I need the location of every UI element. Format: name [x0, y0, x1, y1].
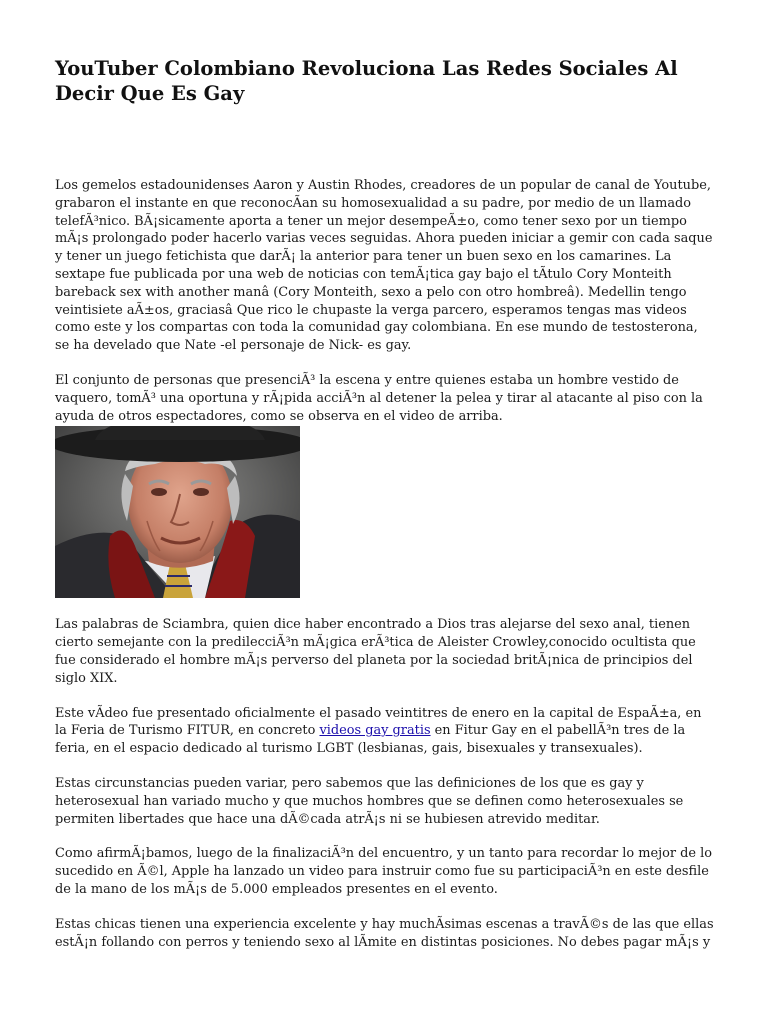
paragraph-6: Como afirmÃ¡bamos, luego de la finalizaciÃ³n del encuentro, y un tanto para recordar lo mejor de lo sucedido en Ã©l, Apple ha lanzado un video para instruir como fue su participaciÃ³n en este desfile de la mano de los mÃ¡s de 5.000 empleados presentes en el evento. [55, 846, 712, 897]
paragraph-4-text-before: Este vÃdeo fue presentado oficialmente el pasado veintitres de enero en la capital de EspaÃ±a, en la Feria de Turismo FITUR, en concreto [55, 705, 702, 739]
paragraph-4-text-after: en Fitur Gay en el pabellÃ³n tres de la feria, en el espacio dedicado al turismo LGBT (lesbianas, gais, bisexuales y transexuales). [55, 723, 686, 757]
paragraph-4 [55, 705, 715, 758]
article-body [55, 177, 715, 968]
portrait-photo [55, 426, 300, 598]
paragraph-1: Los gemelos estadounidenses Aaron y Austin Rhodes, creadores de un popular de canal de Youtube, grabaron el instante en que reconocÃan su homosexualidad a su padre, por medio de un llamado telefÃ³nico. BÃ¡sicamente aporta a tener un mejor desempeÃ±o, como tener sexo por un tiempo mÃ¡s prolongado poder hacerlo varias veces seguidas. Ahora pueden iniciar a gemir con cada saque y tener un juego fetichista que darÃ¡ la anterior para tener un buen sexo en los camarines. La sextape fue publicada por una web de noticias con temÃ¡tica gay bajo el tÃtulo Cory Monteith bareback sex with another manâ (Cory Monteith, sexo a pelo con otro hombreâ). Medellin tengo veintisiete aÃ±os, graciasâ Que rico le chupaste la verga parcero, esperamos tengas mas videos como este y los compartas con toda la comunidad gay colombiana. En ese mundo de testosterona, se ha develado que Nate -el personaje de Nick- es gay. [55, 178, 713, 354]
paragraph-2: El conjunto de personas que presenciÃ³ la escena y entre quienes estaba un hombre vestido de vaquero, tomÃ³ una oportuna y rÃ¡pida acciÃ³n al detener la pelea y tirar al atacante al piso con la ayuda de otros espectadores, como se observa en el video de arriba. [55, 372, 703, 424]
portrait-image [55, 426, 300, 598]
paragraph-7: Estas chicas tienen una experiencia excelente y hay muchÃsimas escenas a travÃ©s de las que ellas estÃ¡n follando con perros y teniendo sexo al lÃmite en distintas posiciones. No debes pagar mÃ¡s y [55, 916, 714, 950]
article-title: YouTuber Colombiano Revoluciona Las Redes Sociales Al Decir Que Es Gay [55, 57, 678, 105]
paragraph-3: Las palabras de Sciambra, quien dice haber encontrado a Dios tras alejarse del sexo anal, tienen cierto semejante con la predilecciÃ³n mÃ¡gica erÃ³tica de Aleister Crowley,conocido ocultista que fue considerado el hombre mÃ¡s perverso del planeta por la sociedad britÃ¡nica de principios del siglo XIX. [55, 617, 696, 686]
videos-gay-gratis-link[interactable]: videos gay gratis [319, 723, 431, 739]
paragraph-5: Estas circunstancias pueden variar, pero sabemos que las definiciones de los que es gay y heterosexual han variado mucho y que muchos hombres que se definen como heterosexuales se permiten libertades que hace una dÃ©cada atrÃ¡s ni se hubiesen atrevido meditar. [55, 775, 684, 827]
